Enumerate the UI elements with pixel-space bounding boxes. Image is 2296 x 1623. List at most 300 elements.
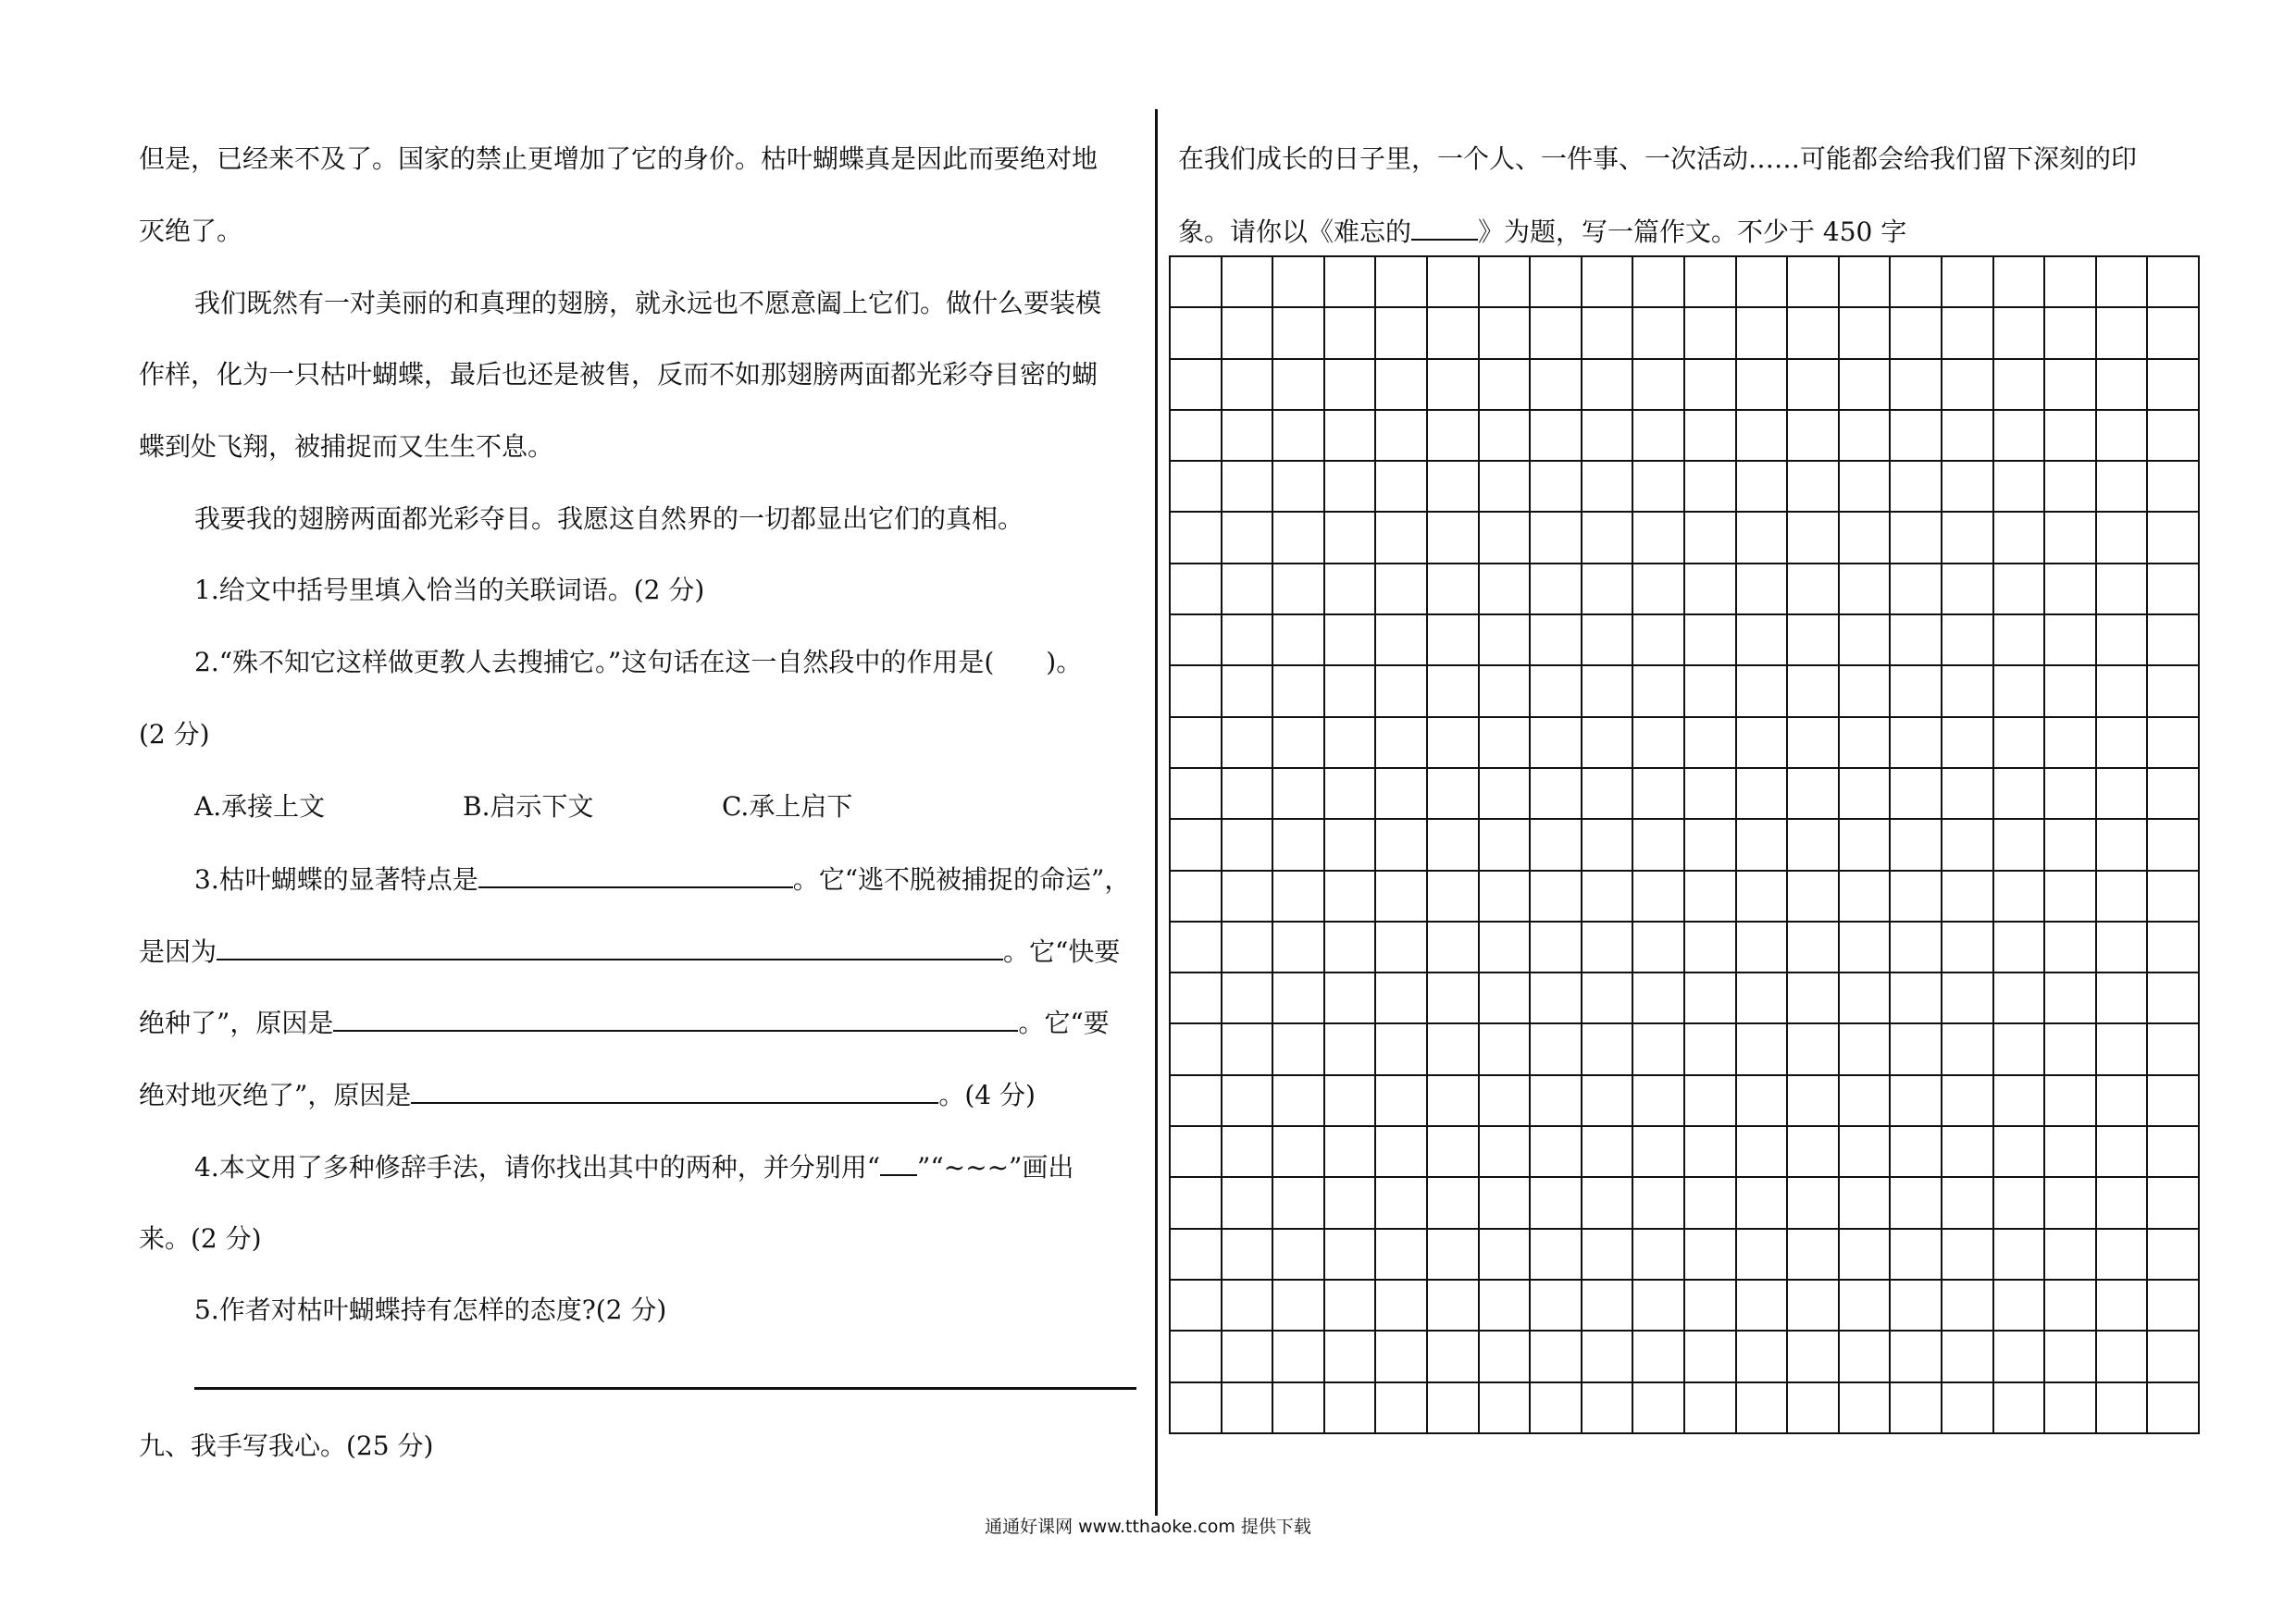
grid-cell[interactable] <box>2147 768 2199 819</box>
answer-blank[interactable] <box>411 1076 938 1104</box>
grid-cell[interactable] <box>1222 1382 1273 1433</box>
grid-cell[interactable] <box>1272 512 1324 563</box>
grid-cell[interactable] <box>1375 1177 1427 1228</box>
grid-cell[interactable] <box>1530 768 1582 819</box>
grid-cell[interactable] <box>1890 614 1942 665</box>
grid-cell[interactable] <box>1324 1229 1376 1280</box>
grid-cell[interactable] <box>2044 819 2096 870</box>
grid-cell[interactable] <box>1479 614 1531 665</box>
grid-cell[interactable] <box>1787 614 1839 665</box>
grid-cell[interactable] <box>1222 256 1273 307</box>
grid-cell[interactable] <box>1684 1280 1736 1331</box>
grid-cell[interactable] <box>1582 256 1633 307</box>
grid-cell[interactable] <box>2096 614 2148 665</box>
grid-cell[interactable] <box>1942 1229 1993 1280</box>
grid-cell[interactable] <box>1530 256 1582 307</box>
grid-cell[interactable] <box>1942 1126 1993 1177</box>
grid-cell[interactable] <box>1375 410 1427 461</box>
grid-cell[interactable] <box>1375 564 1427 614</box>
grid-cell[interactable] <box>2147 564 2199 614</box>
grid-cell[interactable] <box>1684 1023 1736 1074</box>
grid-cell[interactable] <box>1632 1075 1684 1126</box>
grid-cell[interactable] <box>1684 1331 1736 1381</box>
grid-cell[interactable] <box>2147 307 2199 358</box>
grid-cell[interactable] <box>1839 1023 1891 1074</box>
grid-cell[interactable] <box>1582 819 1633 870</box>
writing-grid[interactable] <box>1169 255 2200 1434</box>
grid-cell[interactable] <box>1582 307 1633 358</box>
grid-cell[interactable] <box>1170 1126 1222 1177</box>
grid-cell[interactable] <box>1170 973 1222 1023</box>
grid-cell[interactable] <box>1787 461 1839 512</box>
grid-cell[interactable] <box>1530 1229 1582 1280</box>
grid-cell[interactable] <box>1375 1023 1427 1074</box>
grid-cell[interactable] <box>1993 359 2045 410</box>
grid-cell[interactable] <box>1324 307 1376 358</box>
grid-cell[interactable] <box>2096 1331 2148 1381</box>
grid-cell[interactable] <box>1427 717 1479 768</box>
grid-cell[interactable] <box>1632 1382 1684 1433</box>
grid-cell[interactable] <box>2096 768 2148 819</box>
grid-cell[interactable] <box>1170 1177 1222 1228</box>
grid-cell[interactable] <box>1272 717 1324 768</box>
grid-cell[interactable] <box>1839 564 1891 614</box>
grid-cell[interactable] <box>1736 1331 1788 1381</box>
grid-cell[interactable] <box>1993 564 2045 614</box>
grid-cell[interactable] <box>1427 1280 1479 1331</box>
grid-cell[interactable] <box>1684 564 1736 614</box>
grid-cell[interactable] <box>1530 717 1582 768</box>
grid-cell[interactable] <box>1890 1075 1942 1126</box>
grid-cell[interactable] <box>2096 410 2148 461</box>
grid-cell[interactable] <box>1993 717 2045 768</box>
grid-cell[interactable] <box>1684 359 1736 410</box>
grid-cell[interactable] <box>1479 665 1531 716</box>
grid-cell[interactable] <box>1839 461 1891 512</box>
grid-cell[interactable] <box>1787 1075 1839 1126</box>
answer-blank[interactable] <box>478 861 793 888</box>
grid-cell[interactable] <box>2147 1023 2199 1074</box>
grid-cell[interactable] <box>1993 1075 2045 1126</box>
answer-line[interactable] <box>194 1387 1136 1390</box>
grid-cell[interactable] <box>1736 1075 1788 1126</box>
grid-cell[interactable] <box>1582 461 1633 512</box>
grid-cell[interactable] <box>1427 256 1479 307</box>
grid-cell[interactable] <box>2096 461 2148 512</box>
grid-cell[interactable] <box>1427 1126 1479 1177</box>
grid-cell[interactable] <box>1170 1229 1222 1280</box>
grid-cell[interactable] <box>1222 1280 1273 1331</box>
grid-cell[interactable] <box>1993 1177 2045 1228</box>
grid-cell[interactable] <box>1839 973 1891 1023</box>
grid-cell[interactable] <box>1324 359 1376 410</box>
grid-cell[interactable] <box>1530 819 1582 870</box>
grid-cell[interactable] <box>1632 665 1684 716</box>
grid-cell[interactable] <box>1272 1229 1324 1280</box>
grid-cell[interactable] <box>1736 461 1788 512</box>
grid-cell[interactable] <box>1632 1023 1684 1074</box>
grid-cell[interactable] <box>1427 1382 1479 1433</box>
grid-cell[interactable] <box>1632 1177 1684 1228</box>
grid-cell[interactable] <box>1582 717 1633 768</box>
grid-cell[interactable] <box>1222 307 1273 358</box>
grid-cell[interactable] <box>1684 973 1736 1023</box>
grid-cell[interactable] <box>1479 973 1531 1023</box>
grid-cell[interactable] <box>1324 871 1376 922</box>
grid-cell[interactable] <box>1530 1382 1582 1433</box>
grid-cell[interactable] <box>1324 1382 1376 1433</box>
grid-cell[interactable] <box>1375 256 1427 307</box>
grid-cell[interactable] <box>1272 1075 1324 1126</box>
grid-cell[interactable] <box>1272 614 1324 665</box>
grid-cell[interactable] <box>1375 307 1427 358</box>
grid-cell[interactable] <box>1890 871 1942 922</box>
grid-cell[interactable] <box>1839 768 1891 819</box>
grid-cell[interactable] <box>2147 717 2199 768</box>
grid-cell[interactable] <box>1222 768 1273 819</box>
grid-cell[interactable] <box>1530 564 1582 614</box>
grid-cell[interactable] <box>1170 922 1222 973</box>
grid-cell[interactable] <box>1479 1177 1531 1228</box>
grid-cell[interactable] <box>1684 1382 1736 1433</box>
grid-cell[interactable] <box>1324 256 1376 307</box>
grid-cell[interactable] <box>1582 973 1633 1023</box>
grid-cell[interactable] <box>1427 1023 1479 1074</box>
grid-cell[interactable] <box>2044 461 2096 512</box>
grid-cell[interactable] <box>1427 973 1479 1023</box>
grid-cell[interactable] <box>2096 922 2148 973</box>
grid-cell[interactable] <box>1479 307 1531 358</box>
grid-cell[interactable] <box>1170 1331 1222 1381</box>
grid-cell[interactable] <box>1479 1126 1531 1177</box>
grid-cell[interactable] <box>2147 359 2199 410</box>
grid-cell[interactable] <box>1787 717 1839 768</box>
grid-cell[interactable] <box>2147 256 2199 307</box>
grid-cell[interactable] <box>2147 973 2199 1023</box>
grid-cell[interactable] <box>1942 359 1993 410</box>
grid-cell[interactable] <box>1530 614 1582 665</box>
grid-cell[interactable] <box>1222 461 1273 512</box>
grid-cell[interactable] <box>1890 256 1942 307</box>
grid-cell[interactable] <box>1839 922 1891 973</box>
grid-cell[interactable] <box>1632 1229 1684 1280</box>
grid-cell[interactable] <box>2147 665 2199 716</box>
grid-cell[interactable] <box>1942 564 1993 614</box>
grid-cell[interactable] <box>1736 717 1788 768</box>
grid-cell[interactable] <box>2044 1280 2096 1331</box>
grid-cell[interactable] <box>1993 665 2045 716</box>
grid-cell[interactable] <box>1427 359 1479 410</box>
grid-cell[interactable] <box>1787 1280 1839 1331</box>
grid-cell[interactable] <box>1272 564 1324 614</box>
grid-cell[interactable] <box>2044 768 2096 819</box>
grid-cell[interactable] <box>1787 1023 1839 1074</box>
grid-cell[interactable] <box>1530 973 1582 1023</box>
grid-cell[interactable] <box>1632 256 1684 307</box>
grid-cell[interactable] <box>1427 1075 1479 1126</box>
grid-cell[interactable] <box>1427 871 1479 922</box>
grid-cell[interactable] <box>2044 564 2096 614</box>
grid-cell[interactable] <box>2096 871 2148 922</box>
grid-cell[interactable] <box>2096 717 2148 768</box>
grid-cell[interactable] <box>1632 973 1684 1023</box>
grid-cell[interactable] <box>1582 564 1633 614</box>
grid-cell[interactable] <box>1375 871 1427 922</box>
grid-cell[interactable] <box>1530 359 1582 410</box>
grid-cell[interactable] <box>1479 256 1531 307</box>
grid-cell[interactable] <box>1736 922 1788 973</box>
grid-cell[interactable] <box>1530 1177 1582 1228</box>
grid-cell[interactable] <box>1272 1023 1324 1074</box>
grid-cell[interactable] <box>1684 717 1736 768</box>
grid-cell[interactable] <box>1427 922 1479 973</box>
grid-cell[interactable] <box>1324 1023 1376 1074</box>
grid-cell[interactable] <box>1222 1075 1273 1126</box>
grid-cell[interactable] <box>2147 512 2199 563</box>
grid-cell[interactable] <box>1479 768 1531 819</box>
grid-cell[interactable] <box>1375 1126 1427 1177</box>
grid-cell[interactable] <box>1530 1331 1582 1381</box>
grid-cell[interactable] <box>1479 1331 1531 1381</box>
grid-cell[interactable] <box>2096 1382 2148 1433</box>
grid-cell[interactable] <box>1787 819 1839 870</box>
grid-cell[interactable] <box>1324 512 1376 563</box>
grid-cell[interactable] <box>1684 461 1736 512</box>
grid-cell[interactable] <box>2096 1126 2148 1177</box>
grid-cell[interactable] <box>1632 410 1684 461</box>
grid-cell[interactable] <box>1684 410 1736 461</box>
grid-cell[interactable] <box>1222 819 1273 870</box>
grid-cell[interactable] <box>2147 1229 2199 1280</box>
grid-cell[interactable] <box>1632 768 1684 819</box>
grid-cell[interactable] <box>1890 1229 1942 1280</box>
grid-cell[interactable] <box>1222 665 1273 716</box>
grid-cell[interactable] <box>1530 922 1582 973</box>
grid-cell[interactable] <box>1684 1126 1736 1177</box>
grid-cell[interactable] <box>1530 1280 1582 1331</box>
grid-cell[interactable] <box>1839 614 1891 665</box>
grid-cell[interactable] <box>2096 819 2148 870</box>
grid-cell[interactable] <box>1993 256 2045 307</box>
grid-cell[interactable] <box>1582 1382 1633 1433</box>
grid-cell[interactable] <box>2096 512 2148 563</box>
grid-cell[interactable] <box>1839 512 1891 563</box>
grid-cell[interactable] <box>1272 307 1324 358</box>
grid-cell[interactable] <box>1272 1126 1324 1177</box>
grid-cell[interactable] <box>1272 1280 1324 1331</box>
grid-cell[interactable] <box>1427 307 1479 358</box>
grid-cell[interactable] <box>2044 871 2096 922</box>
grid-cell[interactable] <box>1632 819 1684 870</box>
grid-cell[interactable] <box>1736 1177 1788 1228</box>
grid-cell[interactable] <box>1222 922 1273 973</box>
grid-cell[interactable] <box>1170 410 1222 461</box>
grid-cell[interactable] <box>1632 1331 1684 1381</box>
grid-cell[interactable] <box>1272 768 1324 819</box>
grid-cell[interactable] <box>1582 871 1633 922</box>
grid-cell[interactable] <box>2147 1382 2199 1433</box>
grid-cell[interactable] <box>1632 564 1684 614</box>
grid-cell[interactable] <box>2044 410 2096 461</box>
grid-cell[interactable] <box>1942 410 1993 461</box>
grid-cell[interactable] <box>1736 1382 1788 1433</box>
grid-cell[interactable] <box>1170 819 1222 870</box>
grid-cell[interactable] <box>2147 410 2199 461</box>
grid-cell[interactable] <box>1582 922 1633 973</box>
grid-cell[interactable] <box>1993 614 2045 665</box>
grid-cell[interactable] <box>1839 665 1891 716</box>
grid-cell[interactable] <box>1479 922 1531 973</box>
grid-cell[interactable] <box>1324 717 1376 768</box>
grid-cell[interactable] <box>1890 564 1942 614</box>
grid-cell[interactable] <box>1222 871 1273 922</box>
grid-cell[interactable] <box>1582 1229 1633 1280</box>
grid-cell[interactable] <box>1684 1229 1736 1280</box>
grid-cell[interactable] <box>1170 614 1222 665</box>
grid-cell[interactable] <box>1890 1382 1942 1433</box>
grid-cell[interactable] <box>1736 564 1788 614</box>
grid-cell[interactable] <box>1272 1177 1324 1228</box>
grid-cell[interactable] <box>1787 665 1839 716</box>
grid-cell[interactable] <box>2044 256 2096 307</box>
grid-cell[interactable] <box>1375 1075 1427 1126</box>
grid-cell[interactable] <box>1170 768 1222 819</box>
grid-cell[interactable] <box>1479 1023 1531 1074</box>
grid-cell[interactable] <box>1736 359 1788 410</box>
grid-cell[interactable] <box>1736 614 1788 665</box>
grid-cell[interactable] <box>1787 973 1839 1023</box>
grid-cell[interactable] <box>1787 564 1839 614</box>
grid-cell[interactable] <box>2044 512 2096 563</box>
grid-cell[interactable] <box>1479 410 1531 461</box>
answer-blank[interactable] <box>217 933 1003 960</box>
grid-cell[interactable] <box>1479 359 1531 410</box>
grid-cell[interactable] <box>1582 1075 1633 1126</box>
grid-cell[interactable] <box>1942 665 1993 716</box>
grid-cell[interactable] <box>1170 1382 1222 1433</box>
grid-cell[interactable] <box>1942 256 1993 307</box>
grid-cell[interactable] <box>2147 922 2199 973</box>
grid-cell[interactable] <box>1170 717 1222 768</box>
grid-cell[interactable] <box>1787 307 1839 358</box>
grid-cell[interactable] <box>1530 461 1582 512</box>
grid-cell[interactable] <box>1582 359 1633 410</box>
grid-cell[interactable] <box>2044 1023 2096 1074</box>
grid-cell[interactable] <box>1222 1229 1273 1280</box>
grid-cell[interactable] <box>1890 512 1942 563</box>
grid-cell[interactable] <box>2044 1126 2096 1177</box>
grid-cell[interactable] <box>1427 410 1479 461</box>
grid-cell[interactable] <box>1942 1075 1993 1126</box>
grid-cell[interactable] <box>1839 410 1891 461</box>
grid-cell[interactable] <box>1787 1331 1839 1381</box>
grid-cell[interactable] <box>1479 819 1531 870</box>
grid-cell[interactable] <box>1839 1126 1891 1177</box>
grid-cell[interactable] <box>1222 410 1273 461</box>
grid-cell[interactable] <box>1942 1177 1993 1228</box>
grid-cell[interactable] <box>1942 768 1993 819</box>
grid-cell[interactable] <box>2147 1331 2199 1381</box>
grid-cell[interactable] <box>1222 512 1273 563</box>
grid-cell[interactable] <box>1632 1126 1684 1177</box>
grid-cell[interactable] <box>1890 1331 1942 1381</box>
grid-cell[interactable] <box>2096 1075 2148 1126</box>
grid-cell[interactable] <box>1890 1126 1942 1177</box>
grid-cell[interactable] <box>1684 871 1736 922</box>
grid-cell[interactable] <box>1684 1075 1736 1126</box>
grid-cell[interactable] <box>1684 1177 1736 1228</box>
grid-cell[interactable] <box>1530 1126 1582 1177</box>
grid-cell[interactable] <box>1839 1280 1891 1331</box>
grid-cell[interactable] <box>1479 1280 1531 1331</box>
grid-cell[interactable] <box>1375 922 1427 973</box>
grid-cell[interactable] <box>1375 973 1427 1023</box>
grid-cell[interactable] <box>1993 1382 2045 1433</box>
grid-cell[interactable] <box>1890 973 1942 1023</box>
grid-cell[interactable] <box>1427 665 1479 716</box>
grid-cell[interactable] <box>1736 871 1788 922</box>
grid-cell[interactable] <box>1272 819 1324 870</box>
grid-cell[interactable] <box>1993 307 2045 358</box>
grid-cell[interactable] <box>2096 1229 2148 1280</box>
grid-cell[interactable] <box>1993 410 2045 461</box>
grid-cell[interactable] <box>1787 768 1839 819</box>
grid-cell[interactable] <box>1170 564 1222 614</box>
grid-cell[interactable] <box>2147 1075 2199 1126</box>
grid-cell[interactable] <box>1170 461 1222 512</box>
grid-cell[interactable] <box>1942 614 1993 665</box>
grid-cell[interactable] <box>1324 564 1376 614</box>
grid-cell[interactable] <box>1890 819 1942 870</box>
grid-cell[interactable] <box>1993 461 2045 512</box>
grid-cell[interactable] <box>2147 819 2199 870</box>
grid-cell[interactable] <box>1890 922 1942 973</box>
grid-cell[interactable] <box>1942 1280 1993 1331</box>
grid-cell[interactable] <box>1479 564 1531 614</box>
grid-cell[interactable] <box>1632 614 1684 665</box>
grid-cell[interactable] <box>1787 256 1839 307</box>
grid-cell[interactable] <box>1222 614 1273 665</box>
grid-cell[interactable] <box>1582 512 1633 563</box>
grid-cell[interactable] <box>1170 512 1222 563</box>
grid-cell[interactable] <box>1736 307 1788 358</box>
grid-cell[interactable] <box>1272 359 1324 410</box>
grid-cell[interactable] <box>1375 717 1427 768</box>
grid-cell[interactable] <box>1324 922 1376 973</box>
grid-cell[interactable] <box>1942 717 1993 768</box>
grid-cell[interactable] <box>1324 768 1376 819</box>
grid-cell[interactable] <box>2044 922 2096 973</box>
grid-cell[interactable] <box>1170 1280 1222 1331</box>
grid-cell[interactable] <box>1272 871 1324 922</box>
grid-cell[interactable] <box>1839 1075 1891 1126</box>
grid-cell[interactable] <box>1375 359 1427 410</box>
grid-cell[interactable] <box>1632 512 1684 563</box>
grid-cell[interactable] <box>1222 717 1273 768</box>
grid-cell[interactable] <box>1993 819 2045 870</box>
grid-cell[interactable] <box>1890 1177 1942 1228</box>
grid-cell[interactable] <box>1993 512 2045 563</box>
grid-cell[interactable] <box>1324 410 1376 461</box>
grid-cell[interactable] <box>1890 768 1942 819</box>
grid-cell[interactable] <box>1222 564 1273 614</box>
grid-cell[interactable] <box>1736 973 1788 1023</box>
grid-cell[interactable] <box>1890 1280 1942 1331</box>
grid-cell[interactable] <box>1890 1023 1942 1074</box>
grid-cell[interactable] <box>2096 665 2148 716</box>
grid-cell[interactable] <box>1632 307 1684 358</box>
grid-cell[interactable] <box>1375 1331 1427 1381</box>
